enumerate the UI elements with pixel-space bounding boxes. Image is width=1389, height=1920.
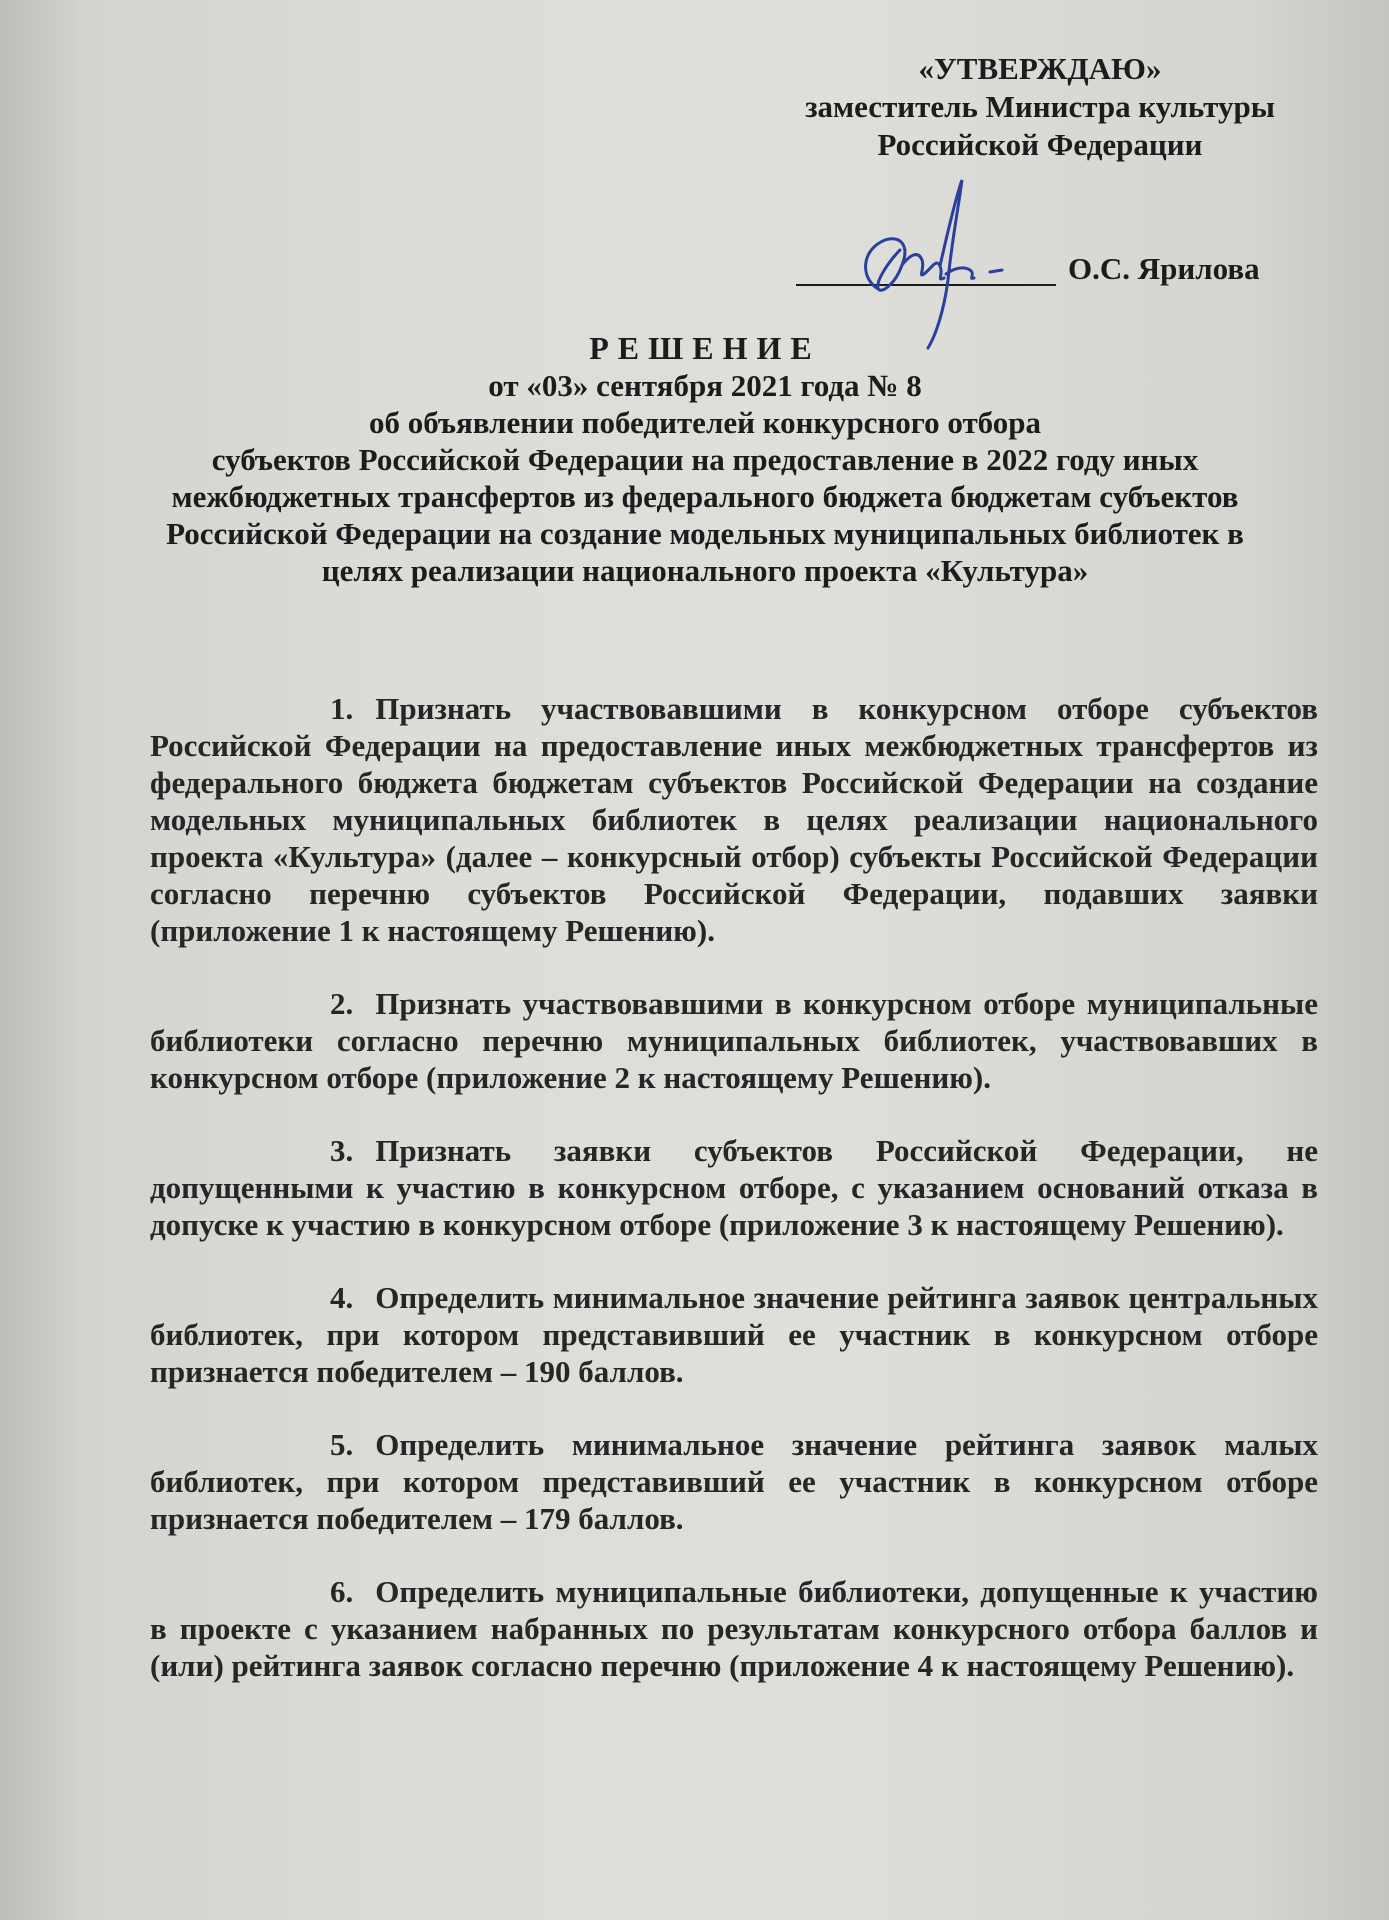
decision-subject-line: субъектов Российской Федерации на предоставление в 2022 году иных <box>211 442 1199 477</box>
approval-block <box>770 50 1310 164</box>
decision-item <box>150 1573 1318 1684</box>
decision-date-line: от «03» сентября 2021 года № 8 <box>488 368 922 403</box>
decision-subject-line: межбюджетных трансфертов из федерального бюджета бюджетам субъектов <box>171 479 1239 514</box>
item-number: 3. <box>330 1133 354 1168</box>
approval-organization: Российской Федерации <box>877 127 1203 162</box>
item-text: Определить муниципальные библиотеки, допущенные к участию в проекте с указанием набранных по результатам конкурсного отбора баллов и (или) рейтинга заявок согласно перечню (приложение 4 к настоящему Решению). <box>150 1574 1318 1683</box>
decision-subject-line: Российской Федерации на создание модельных муниципальных библиотек в <box>166 516 1244 551</box>
decision-subject-line: об объявлении победителей конкурсного отбора <box>368 405 1042 440</box>
item-text: Признать участвовавшими в конкурсном отборе муниципальные библиотеки согласно перечню муниципальных библиотек, участвовавших в конкурсном отборе (приложение 2 к настоящему Решению). <box>150 986 1318 1095</box>
decision-subject-line: целях реализации национального проекта «Культура» <box>321 553 1089 588</box>
signatory-name: О.С. Ярилова <box>1068 251 1260 286</box>
item-number: 1. <box>330 691 354 726</box>
decision-title: РЕШЕНИЕ <box>589 330 821 366</box>
decision-item <box>150 985 1318 1096</box>
decision-item <box>150 1132 1318 1243</box>
decision-body <box>150 690 1318 1720</box>
item-number: 5. <box>330 1427 354 1462</box>
decision-item <box>150 1279 1318 1390</box>
item-number: 2. <box>330 986 354 1021</box>
approval-position: заместитель Министра культуры <box>805 89 1275 124</box>
item-text: Признать участвовавшими в конкурсном отборе субъектов Российской Федерации на предоставление иных межбюджетных трансфертов из федерального бюджета бюджетам субъектов Российской Федерации на создание модельных муниципальных библиотек в целях реализации национального проекта «Культура» (далее – конкурсный отбор) субъекты Российской Федерации согласно перечню субъектов Российской Федерации, подавших заявки (приложение 1 к настоящему Решению). <box>150 691 1318 948</box>
item-number: 6. <box>330 1574 354 1609</box>
item-text: Определить минимальное значение рейтинга заявок центральных библиотек, при котором представивший ее участник в конкурсном отборе признается победителем – 190 баллов. <box>150 1280 1318 1389</box>
decision-item <box>150 1426 1318 1537</box>
decision-header <box>130 330 1280 589</box>
approval-heading: «УТВЕРЖДАЮ» <box>918 51 1162 86</box>
handwritten-signature <box>840 170 1040 350</box>
decision-item <box>150 690 1318 949</box>
item-text: Определить минимальное значение рейтинга заявок малых библиотек, при котором представивший ее участник в конкурсном отборе признается победителем – 179 баллов. <box>150 1427 1318 1536</box>
item-text: Признать заявки субъектов Российской Федерации, не допущенными к участию в конкурсном отборе, с указанием оснований отказа в допуске к участию в конкурсном отборе (приложение 3 к настоящему Решению). <box>150 1133 1318 1242</box>
item-number: 4. <box>330 1280 354 1315</box>
